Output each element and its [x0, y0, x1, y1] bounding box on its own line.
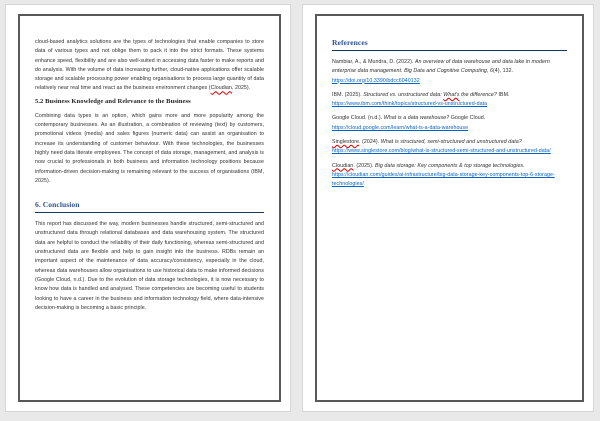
- text-segment: , 2025).: [231, 85, 251, 92]
- heading-business-knowledge: 5.2 Business Knowledge and Relevance to the Business: [35, 97, 191, 105]
- references-list: [332, 58, 567, 190]
- page-1-content: [35, 38, 264, 317]
- text-segment: cloud-based analytics solutions are the types of technologies that enable companies to store data of various types and not oblige them to pack it into the strict formats. These systems enhance speed, flexibility and are also well-suited in accessing data faster to make reports and do analysis. With the volume of data increasing further, cloud-native applications offer scalable storage and scalable processing power enabling organisations to process large quantity of data relatively near real time and react as the business environment changes (: [35, 39, 264, 92]
- reference-link[interactable]: https://www.singlestore.com/blog/what-is-structured-semi-structured-and-unstructured-data/: [332, 148, 551, 155]
- text-segment: Google Cloud. (n.d.).: [332, 115, 384, 122]
- text-segment: This report has discussed the way, modern businesses handle structured, semi-structured and unstructured data through relational databases and data warehousing system. The structured data are helpful to conduct the reliability of their daily functioning, whereas semi-structured and unstructured data are flexible and help to gain insight into the business. RDBs remain an important aspect of the maintenance of data accuracy/consistency, especially in the cloud, whereas data warehouses allow organisations to use historical data to make informed decisions (Google Cloud, n.d.). Due to the evolution of data storage technologies, it is now necessary to know how data is handled and analysed. These competencies are becoming useful to students looking to have a career in the business and information technology field, where data-intensive decision-making is becoming a basic principle.: [35, 221, 265, 311]
- text-segment: the difference?: [459, 91, 497, 98]
- text-segment: IBM. (2025).: [332, 91, 364, 98]
- document-page-1: [5, 4, 291, 412]
- document-page-2: [302, 4, 594, 412]
- reference-entry: [332, 138, 567, 157]
- reference-link[interactable]: https://www.ibm.com/think/topics/structured-vs-unstructured-data: [332, 101, 488, 108]
- reference-link[interactable]: https://cloud.google.com/learn/what-is-a-data-warehouse: [332, 124, 469, 131]
- text-segment: Singlestore: [332, 139, 360, 146]
- text-segment: (4), 132.: [492, 68, 514, 75]
- reference-entry: [332, 162, 567, 190]
- text-segment: Google Cloud.: [449, 115, 486, 122]
- text-segment: IBM.: [496, 91, 510, 98]
- heading-references: References: [332, 38, 567, 51]
- reference-link[interactable]: https://doi.org/10.3390/bdcc6040132: [332, 77, 420, 84]
- text-segment: Structured vs. unstructured data:: [363, 91, 444, 98]
- text-segment: What is a data warehouse?: [383, 115, 450, 122]
- reference-link[interactable]: https://cloudian.com/guides/ai-infrastructure/big-data-storage-key-components-top-6-storage-technologies/: [332, 171, 555, 188]
- text-segment: . (2025).: [353, 162, 376, 169]
- text-segment: Nambiar, A., & Mundra, D. (2022).: [332, 59, 415, 65]
- paragraph-cloud-analytics: [35, 38, 264, 94]
- text-segment: Cloudian: [210, 85, 232, 92]
- page-2-content: [332, 38, 567, 195]
- paragraph-combining-data: [35, 112, 264, 186]
- text-segment: An overview of data warehouse and data lake in modern enterprise data management. Big Data and Cognitive Computing, 6: [332, 59, 550, 75]
- text-segment: Big data storage: Key components & top storage technologies.: [375, 162, 525, 169]
- text-segment: Cloudian: [332, 162, 354, 169]
- reference-entry: [332, 58, 567, 86]
- reference-entry: [332, 114, 567, 133]
- text-segment: What is structured, semi-structured and unstructured data?: [380, 139, 522, 146]
- text-segment: . (2024).: [359, 139, 381, 146]
- paragraph-conclusion: [35, 220, 264, 313]
- text-segment: Combining data types is an option, which gains more and more popularity among the contemporary businesses. As an illustration, a combination of reviewing (text) by customers, promotional videos (media) and sales figures (numeric data) can assist an organisation to increase its understanding of customer behaviour. With these technologies, the businesses highly need data literate employees. The concept of data storage, management, and analysis is now crucial to professionals in both business and information technology positions because information-driven decision-making is remaining relevant to the success of organisations (IBM, 2025).: [35, 112, 264, 184]
- text-segment: What's: [443, 91, 460, 98]
- heading-conclusion: 6. Conclusion: [35, 200, 264, 213]
- reference-entry: [332, 91, 567, 110]
